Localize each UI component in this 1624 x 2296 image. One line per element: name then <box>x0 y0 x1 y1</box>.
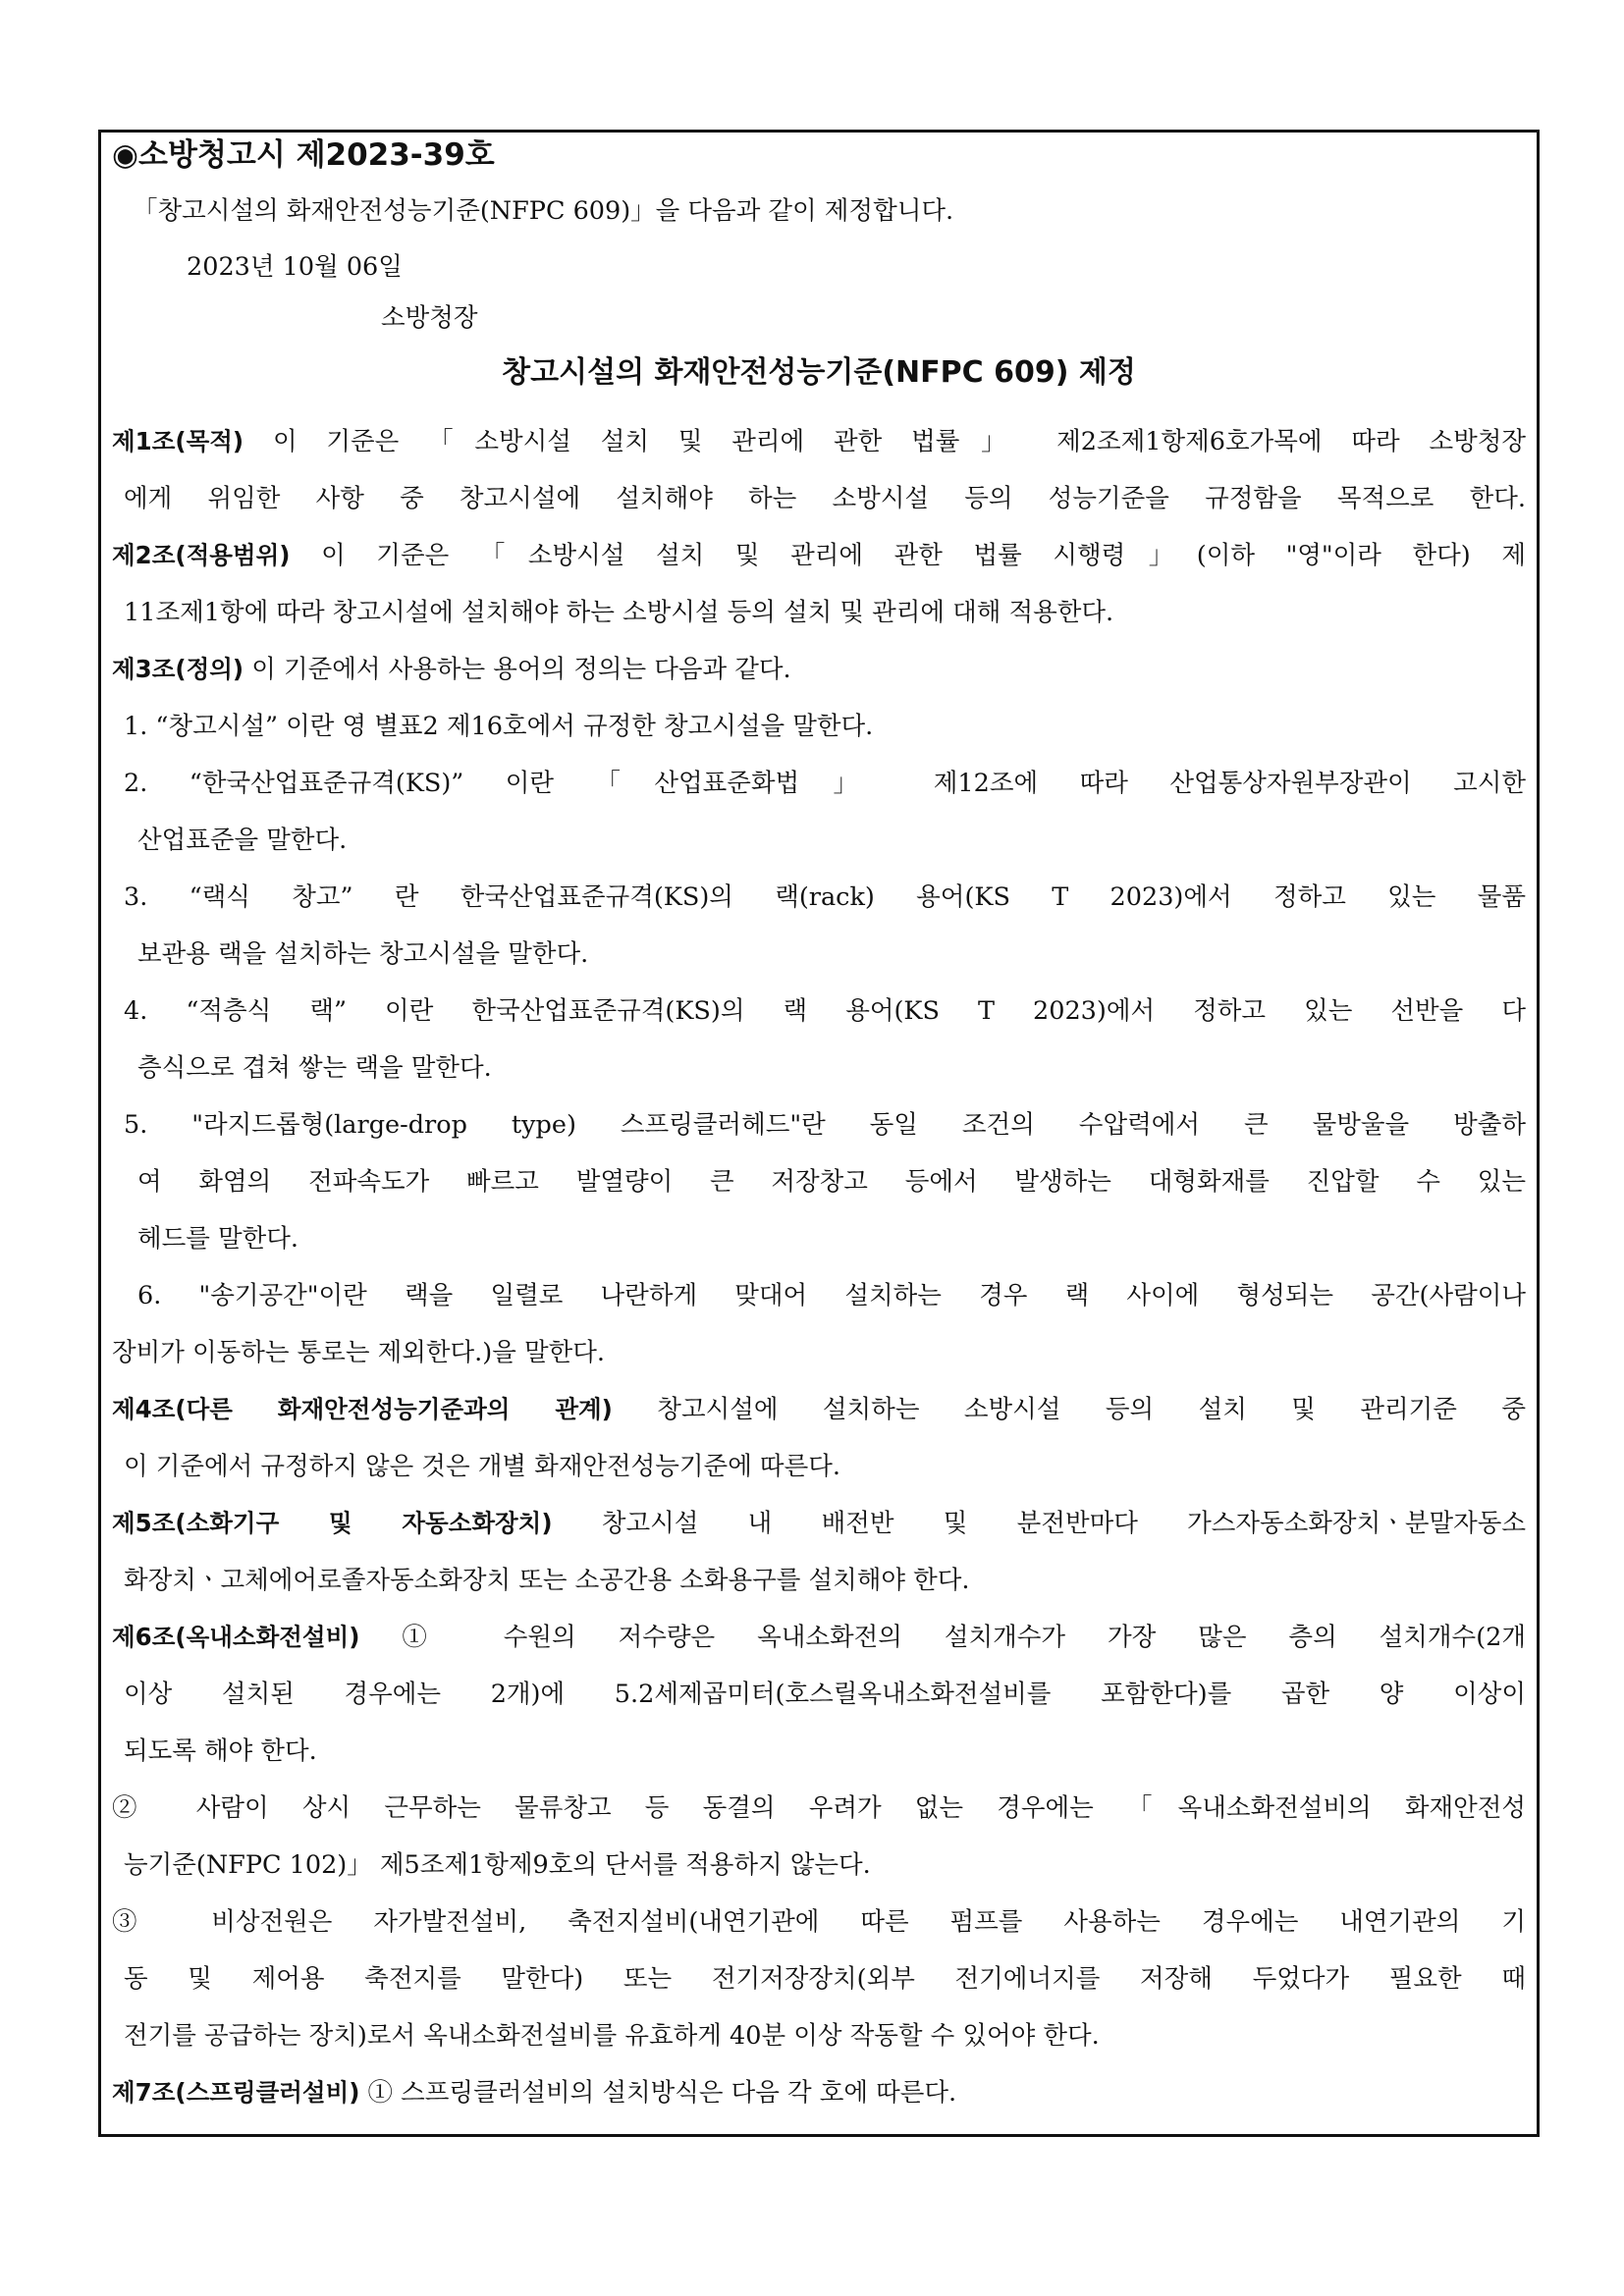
article-7-label: 제7조(스프링클러설비) <box>112 2078 360 2107</box>
notice-number: ◉소방청고시 제2023-39호 <box>112 137 495 173</box>
article-3-item-3-line-1: 3. “랙식 창고” 란 한국산업표준규격(KS)의 랙(rack) 용어(KS T 2023)에서 정하고 있는 물품 <box>124 882 1526 912</box>
article-6-para-3-line-1: ③ 비상전원은 자가발전설비, 축전지설비(내연기관에 따른 펌프를 사용하는 경우에는 내연기관의 기 <box>112 1907 1526 1937</box>
article-3-label: 제3조(정의) <box>112 655 244 683</box>
article-4-line-1: 제4조(다른 화재안전성능기준과의 관계) 창고시설에 설치하는 소방시설 등의 설치 및 관리기준 중 <box>112 1395 1527 1424</box>
article-7-line-1: 제7조(스프링클러설비) ① 스프링클러설비의 설치방식은 다음 각 호에 따른다. <box>112 2078 957 2108</box>
article-3-item-4-line-1: 4. “적층식 랙” 이란 한국산업표준규격(KS)의 랙 용어(KS T 2023)에서 정하고 있는 선반을 다 <box>124 996 1526 1026</box>
article-2-line-2: 11조제1항에 따라 창고시설에 설치해야 하는 소방시설 등의 설치 및 관리에 대해 적용한다. <box>124 598 1114 627</box>
article-3-item-1: 1. “창고시설” 이란 영 별표2 제16호에서 규정한 창고시설을 말한다. <box>124 712 874 741</box>
article-6-para-2-line-1: ② 사람이 상시 근무하는 물류창고 등 동결의 우려가 없는 경우에는 「옥내소화전설비의 화재안전성 <box>112 1793 1526 1823</box>
article-5-label: 제5조(소화기구 및 자동소화장치) <box>112 1509 553 1537</box>
issuer: 소방청장 <box>381 303 478 333</box>
enactment-statement: 「창고시설의 화재안전성능기준(NFPC 609)」을 다음과 같이 제정합니다. <box>133 196 954 226</box>
article-1-line-2: 에게 위임한 사항 중 창고시설에 설치해야 하는 소방시설 등의 성능기준을 규정함을 목적으로 한다. <box>124 484 1526 513</box>
article-3-item-3-line-2: 보관용 랙을 설치하는 창고시설을 말한다. <box>137 939 589 969</box>
enactment-date: 2023년 10월 06일 <box>187 252 403 282</box>
article-4-line-2: 이 기준에서 규정하지 않은 것은 개별 화재안전성능기준에 따른다. <box>124 1452 840 1481</box>
article-3-item-5-line-2: 여 화염의 전파속도가 빠르고 발열량이 큰 저장창고 등에서 발생하는 대형화재를 진압할 수 있는 <box>137 1167 1526 1197</box>
article-6-line-1: 제6조(옥내소화전설비) ① 수원의 저수량은 옥내소화전의 설치개수가 가장 많은 층의 설치개수(2개 <box>112 1623 1526 1652</box>
article-5-line-1: 제5조(소화기구 및 자동소화장치) 창고시설 내 배전반 및 분전반마다 가스자동소화장치ㆍ분말자동소 <box>112 1509 1526 1538</box>
article-3-item-6-line-1: 6. "송기공간"이란 랙을 일렬로 나란하게 맞대어 설치하는 경우 랙 사이에 형성되는 공간(사람이나 <box>137 1281 1526 1310</box>
article-3-item-2-line-2: 산업표준을 말한다. <box>137 826 348 855</box>
article-1-label: 제1조(목적) <box>112 427 244 455</box>
article-1-line-1: 제1조(목적) 이 기준은 「소방시설 설치 및 관리에 관한 법률」 제2조제1항제6호가목에 따라 소방청장 <box>112 427 1526 456</box>
article-3-item-6-line-2: 장비가 이동하는 통로는 제외한다.)을 말한다. <box>112 1338 605 1367</box>
article-4-label: 제4조(다른 화재안전성능기준과의 관계) <box>112 1395 613 1423</box>
article-5-line-2: 화장치ㆍ고체에어로졸자동소화장치 또는 소공간용 소화용구를 설치해야 한다. <box>124 1566 970 1595</box>
article-6-label: 제6조(옥내소화전설비) <box>112 1623 360 1651</box>
article-6-line-3: 되도록 해야 한다. <box>124 1736 317 1766</box>
article-2-label: 제2조(적용범위) <box>112 541 291 569</box>
article-3-item-5-line-3: 헤드를 말한다. <box>137 1224 299 1254</box>
article-6-para-3-line-2: 동 및 제어용 축전지를 말한다) 또는 전기저장장치(외부 전기에너지를 저장해 두었다가 필요한 때 <box>124 1964 1526 1994</box>
article-3-item-2-line-1: 2. “한국산업표준규격(KS)” 이란 「산업표준화법」 제12조에 따라 산업통상자원부장관이 고시한 <box>124 769 1526 798</box>
article-6-line-2: 이상 설치된 경우에는 2개)에 5.2세제곱미터(호스릴옥내소화전설비를 포함한다)를 곱한 양 이상이 <box>124 1680 1526 1709</box>
page-title: 창고시설의 화재안전성능기준(NFPC 609) 제정 <box>502 355 1136 390</box>
article-6-para-3-line-3: 전기를 공급하는 장치)로서 옥내소화전설비를 유효하게 40분 이상 작동할 수 있어야 한다. <box>124 2021 1100 2051</box>
article-3-line-1: 제3조(정의) 이 기준에서 사용하는 용어의 정의는 다음과 같다. <box>112 655 791 684</box>
article-3-item-5-line-1: 5. "라지드롭형(large-drop type) 스프링클러헤드"란 동일 조건의 수압력에서 큰 물방울을 방출하 <box>124 1110 1526 1140</box>
article-3-item-4-line-2: 층식으로 겹쳐 쌓는 랙을 말한다. <box>137 1053 492 1083</box>
article-2-line-1: 제2조(적용범위) 이 기준은 「소방시설 설치 및 관리에 관한 법률 시행령」(이하 "영"이라 한다) 제 <box>112 541 1526 570</box>
article-6-para-2-line-2: 능기준(NFPC 102)」 제5조제1항제9호의 단서를 적용하지 않는다. <box>124 1850 871 1880</box>
